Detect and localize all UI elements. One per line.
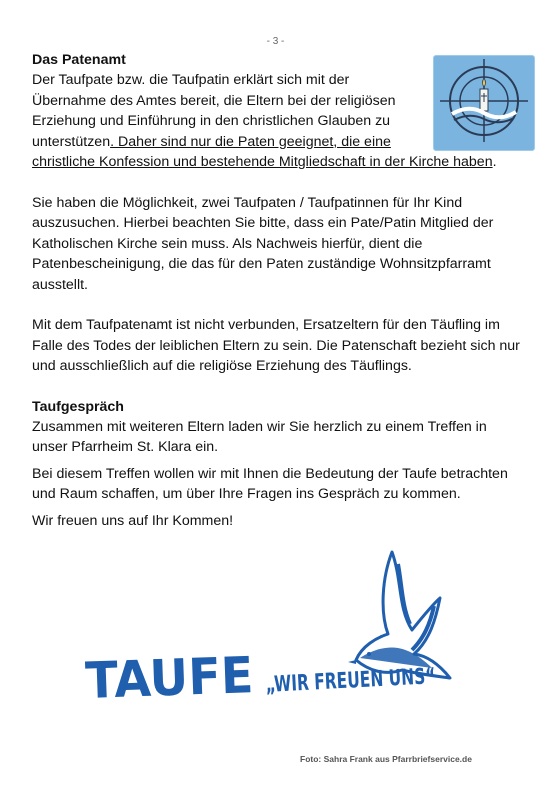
taufgespraech-paragraph-3: Wir freuen uns auf Ihr Kommen! [32, 512, 234, 529]
p1-line5-end: . [492, 154, 497, 170]
patenamt-paragraph-2: Sie haben die Möglichkeit, zwei Taufpaten / Taufpatinnen für Ihr Kind auszusuchen. Hierbei beachten Sie bitte, dass ein Pate/Patin Mitglied der Katholischen Kirche sein muss. Als Nachweis hierfür, dient die Patenbescheinigung, die das für den Paten zuständige Wohnsitzpfarramt ausstellt. [32, 194, 494, 293]
photo-caption: Foto: Sahra Frank aus Pfarrbriefservice.de [300, 754, 472, 764]
taufe-graphic [80, 550, 500, 720]
p1-line1: Der Taufpate bzw. die Taufpatin erklärt sich mit der [32, 72, 350, 88]
page-number: - 3 - [266, 36, 285, 47]
taufgespraech-paragraph-1: Zusammen mit weiteren Eltern laden wir Sie herzlich zu einem Treffen in unser Pfarrheim St. Klara ein. [32, 418, 487, 455]
patenamt-paragraph-1 [32, 70, 524, 173]
patenamt-paragraph-3: Mit dem Taufpatenamt ist nicht verbunden, Ersatzeltern für den Täufling im Falle des Todes der leiblichen Eltern zu sein. Die Patenschaft bezieht sich nur und ausschließlich auf die religiöse Erziehung des Täuflings. [32, 317, 520, 374]
page-content [32, 50, 524, 537]
p1-line5-underlined: christliche Konfession und bestehende Mitgliedschaft in der Kirche haben [32, 154, 493, 170]
taufgespraech-paragraph-2: Bei diesem Treffen wollen wir mit Ihnen die Bedeutung der Taufe betrachten und Raum schaffen, um über Ihre Fragen ins Gespräch zu kommen. [32, 465, 508, 502]
p1-line4-underlined: . Daher sind nur die Paten geeignet, die eine [110, 133, 391, 150]
taufe-slogan: „WIR FREUEN UNS“ [265, 660, 500, 698]
taufe-word: TAUFE [84, 645, 263, 710]
heading-taufgespraech: Taufgespräch [32, 398, 124, 415]
dove-icon [348, 552, 450, 678]
heading-patenamt: Das Patenamt [32, 52, 126, 68]
p1-line2: Übernahme des Amtes bereit, die Eltern bei der religiösen [32, 92, 396, 109]
p1-line4-plain: unterstützen [32, 133, 111, 150]
p1-line3: Erziehung und Einführung in den christlichen Glauben zu [32, 113, 391, 129]
